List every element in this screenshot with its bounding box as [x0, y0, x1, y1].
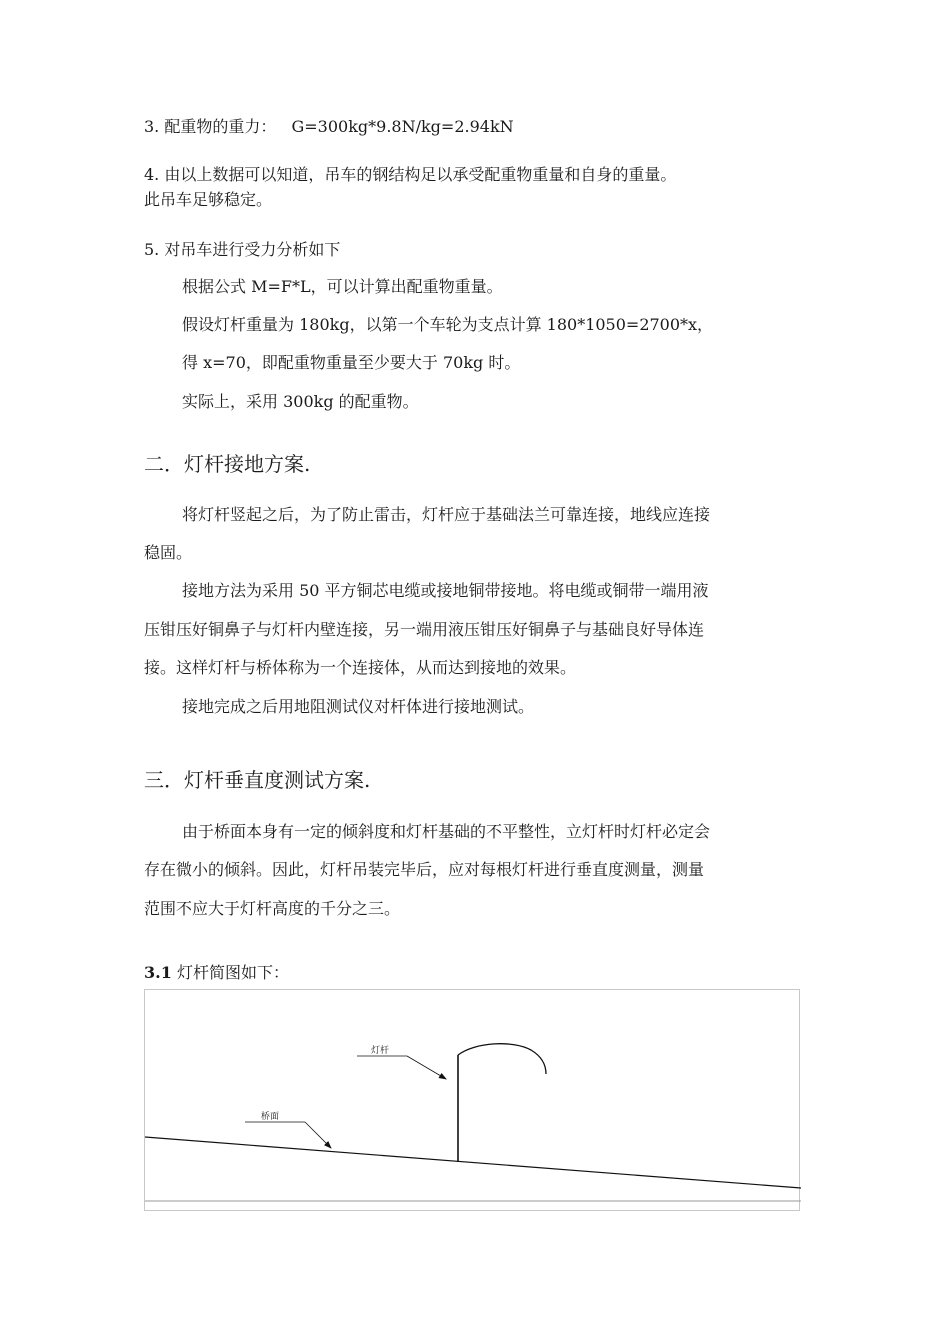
section-2-line-6: 接地完成之后用地阻测试仪对杆体进行接地测试。 [182, 697, 535, 716]
item-5-title-line [144, 240, 340, 260]
section-3-heading: 三．灯杆垂直度测试方案. [144, 768, 371, 792]
section-2-line-5: 接。这样灯杆与桥体称为一个连接体，从而达到接地的效果。 [144, 658, 577, 677]
section-3-line-1: 由于桥面本身有一定的倾斜度和灯杆基础的不平整性，立灯杆时灯杆必定会 [182, 822, 711, 841]
item-3-formula: G=300kg*9.8N/kg=2.94kN [291, 117, 514, 136]
pole-arm [458, 1044, 546, 1074]
item-5-line-3: 得 x=70，即配重物重量至少要大于 70kg 时。 [182, 353, 521, 372]
item-5-title: 对吊车进行受力分析如下 [164, 240, 341, 259]
item-5-number: 5. [144, 240, 160, 259]
section-2-heading: 二．灯杆接地方案. [144, 452, 311, 476]
figure-caption [144, 963, 289, 983]
pole-diagram [144, 989, 800, 1211]
item-5-line-1: 根据公式 M=F*L，可以计算出配重物重量。 [182, 277, 503, 296]
figure-number: 3.1 [144, 963, 172, 982]
section-2-line-4: 压钳压好铜鼻子与灯杆内壁连接，另一端用液压钳压好铜鼻子与基础良好导体连 [144, 620, 705, 639]
figure-caption-text: 灯杆简图如下： [176, 963, 289, 982]
bridge-deck-line [145, 1137, 801, 1188]
bridge-label: 桥面 [261, 1112, 280, 1122]
pole-leader-arrow [407, 1056, 446, 1079]
item-4-text: 由以上数据可以知道，吊车的钢结构足以承受配重物重量和自身的重量。 [164, 165, 677, 184]
item-3-text: 配重物的重力： [164, 117, 277, 136]
item-5-line-2: 假设灯杆重量为 180kg，以第一个车轮为支点计算 180*1050=2700*x， [182, 315, 714, 334]
item-4-line-1 [144, 165, 676, 185]
section-2-line-2: 稳固。 [144, 543, 193, 562]
item-3 [144, 117, 514, 137]
item-4-line-2: 此吊车足够稳定。 [144, 190, 273, 209]
section-3-line-2: 存在微小的倾斜。因此，灯杆吊装完毕后，应对每根灯杆进行垂直度测量，测量 [144, 860, 705, 879]
pole-label: 灯杆 [371, 1046, 390, 1056]
section-2-line-1: 将灯杆竖起之后，为了防止雷击，灯杆应于基础法兰可靠连接，地线应连接 [182, 505, 711, 524]
bridge-leader-arrow [305, 1122, 331, 1148]
pole-diagram-svg [145, 990, 801, 1212]
item-3-number: 3. [144, 117, 160, 136]
item-4-number: 4. [144, 165, 160, 184]
item-5-line-4: 实际上，采用 300kg 的配重物。 [182, 392, 419, 411]
section-2-line-3: 接地方法为采用 50 平方铜芯电缆或接地铜带接地。将电缆或铜带一端用液 [182, 581, 709, 600]
section-3-line-3: 范围不应大于灯杆高度的千分之三。 [144, 899, 401, 918]
